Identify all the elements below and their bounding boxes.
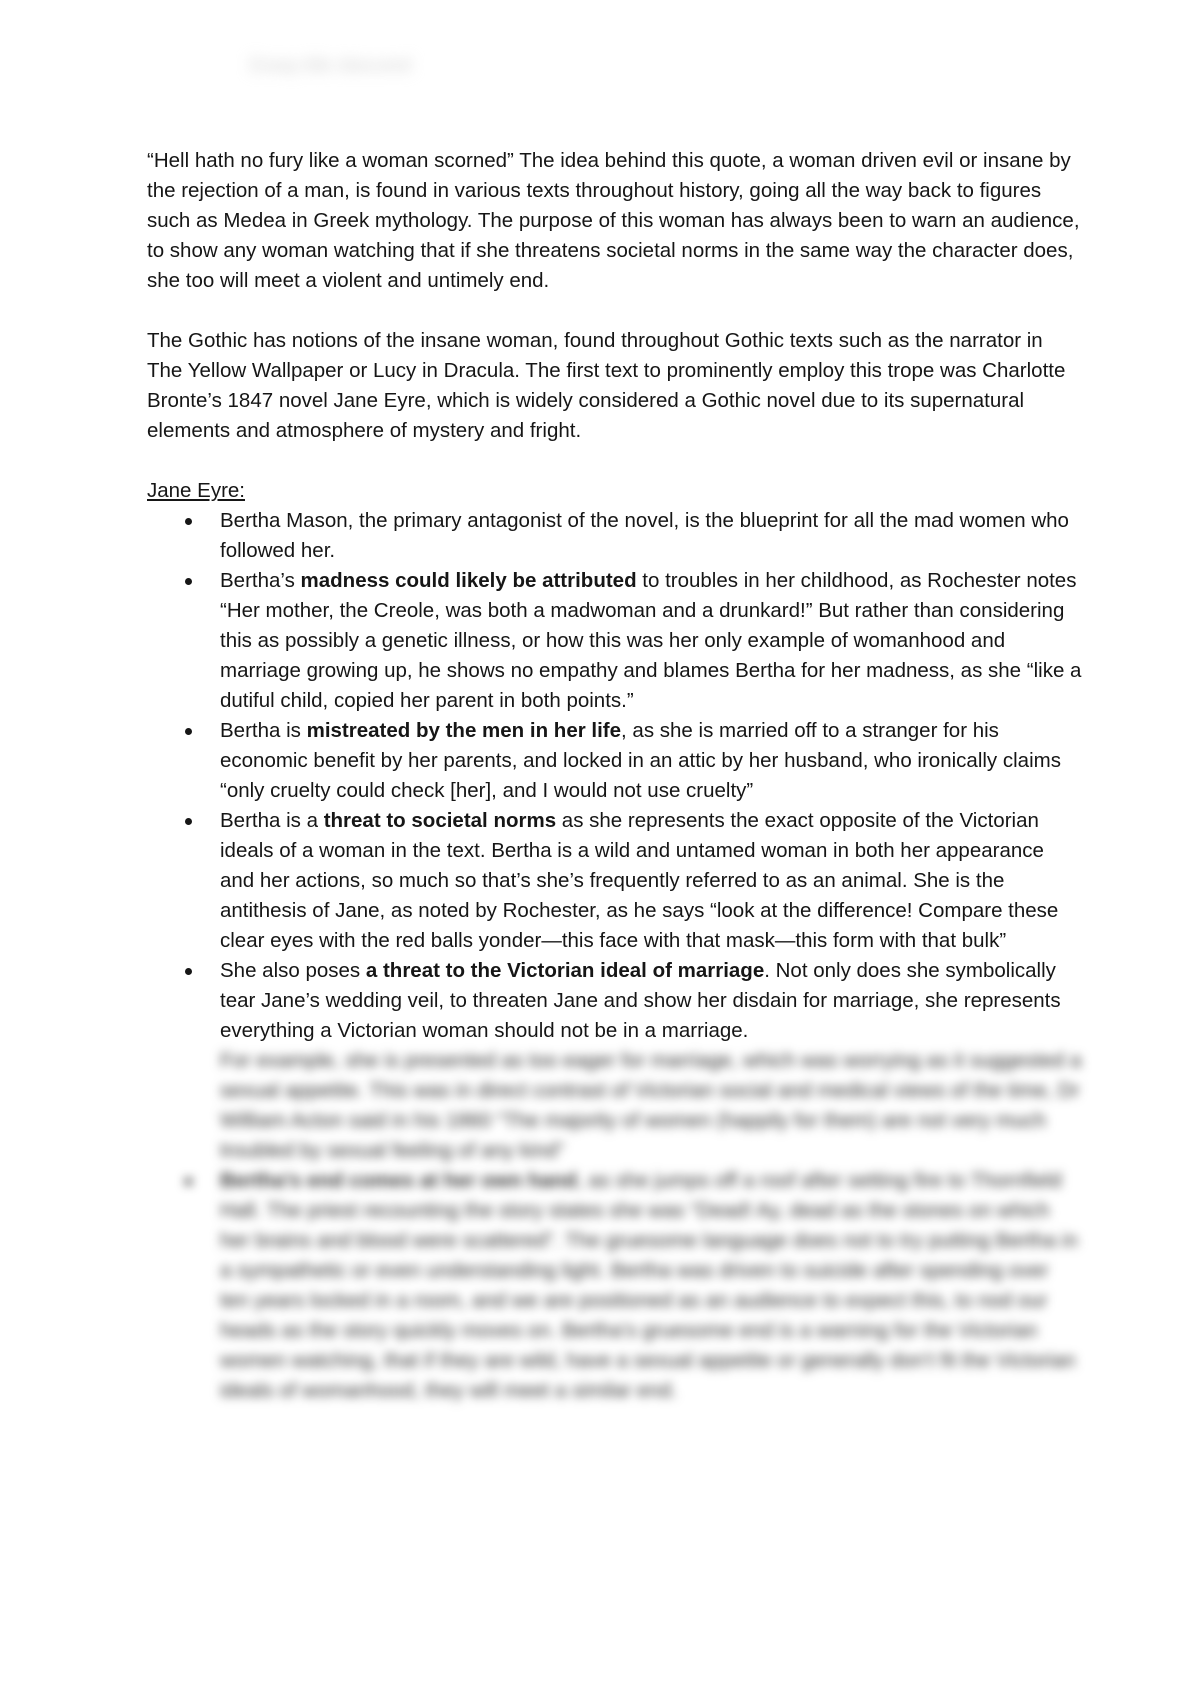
bullet-icon [185, 578, 192, 585]
bullet-text-before: She also poses [220, 959, 366, 982]
bullet-icon [185, 968, 192, 975]
section-heading: Jane Eyre: [147, 479, 245, 502]
bullet-text-before: Bertha’s [220, 569, 301, 592]
blurred-header [250, 55, 950, 95]
bullet-icon [185, 818, 192, 825]
gothic-paragraph: The Gothic has notions of the insane woman, found throughout Gothic texts such as the narrator in The Yellow Wallpaper or Lucy in Dracula. The first text to prominently employ this trope was Charlotte Bronte’s 1847 novel Jane Eyre, which is widely considered a Gothic novel due to its supernatural elements and atmosphere of mystery and fright. [147, 329, 1066, 442]
blurred-continuation: For example, she is presented as too eager for marriage, which was worrying as it suggested a sexual appetite. This was in direct contrast of Victorian social and medical views of the time, Dr William Acton said in his 1860 “The majority of women (happily for them) are not very much troubled by sexual feeling of any kind” [220, 1049, 1082, 1162]
bullet-list [147, 506, 1082, 1406]
bullet-text-after: , as she is married off to a stranger for his economic benefit by her parents, and locked in an attic by her husband, who ironically claims “only cruelty could check [her], and I would not use cruelty” [220, 719, 1061, 802]
blurred-header-text: Essay title obscured [250, 55, 412, 75]
bullet-icon [185, 728, 192, 735]
bullet-text-after: as she represents the exact opposite of the Victorian ideals of a woman in the text. Bertha is a wild and untamed woman in both her appearance and her actions, so much so that’s she’s frequently referred to as an animal. She is the antithesis of Jane, as noted by Rochester, as he says “look at the difference! Compare these clear eyes with the red balls yonder—this face with that mask—this form with that bulk” [220, 809, 1059, 952]
list-item [147, 566, 1082, 716]
bullet-text-bold: a threat to the Victorian ideal of marriage [365, 959, 765, 982]
bullet-text-bold: threat to societal norms [323, 809, 557, 832]
bullet-text-before: Bertha is [220, 719, 307, 742]
list-item [147, 506, 1082, 566]
bullet-text-after: , as she jumps off a roof after setting fire to Thornfield Hall. The priest recounting the story states she was “Dead! Ay, dead as the stones on which her brains and blood were scattered”. The gruesome language does not to try putting Bertha in a sympathetic or even understanding light. Bertha was driven to suicide after spending over ten years locked in a room, and we are positioned as an audience to expect this, to nod our heads as the story quickly moves on. Bertha’s gruesome end is a warning for the Victorian women watching, that if they are wild, have a sexual appetite or generally don’t fit the Victorian ideals of womanhood, they will meet a similar end. [220, 1169, 1078, 1402]
list-item [147, 956, 1082, 1166]
bullet-text-bold: Bertha’s end comes at her own hand [220, 1169, 577, 1192]
intro-paragraph: “Hell hath no fury like a woman scorned” The idea behind this quote, a woman driven evil or insane by the rejection of a man, is found in various texts throughout history, going all the way back to figures such as Medea in Greek mythology. The purpose of this woman has always been to warn an audience, to show any woman watching that if she threatens societal norms in the same way the character does, she too will meet a violent and untimely end. [147, 149, 1080, 292]
document-body [147, 146, 1082, 1406]
blurred-list-item [147, 1166, 1082, 1406]
list-item [147, 716, 1082, 806]
bullet-text-bold: madness could likely be attributed [300, 569, 637, 592]
bullet-text-after: to troubles in her childhood, as Rochester notes “Her mother, the Creole, was both a madwoman and a drunkard!” But rather than considering this as possibly a genetic illness, or how this was her only example of womanhood and marriage growing up, he shows no empathy and blames Bertha for her madness, as she “like a dutiful child, copied her parent in both points.” [220, 569, 1082, 712]
bullet-text-before: Bertha is a [220, 809, 324, 832]
bullet-text-after: . Not only does she symbolically tear Jane’s wedding veil, to threaten Jane and show her disdain for marriage, she represents everything a Victorian woman should not be in a marriage. [220, 959, 1061, 1042]
bullet-icon [185, 1178, 192, 1185]
bullet-text: Bertha Mason, the primary antagonist of the novel, is the blueprint for all the mad women who followed her. [220, 509, 1069, 562]
bullet-text-bold: mistreated by the men in her life [306, 719, 622, 742]
bullet-icon [185, 518, 192, 525]
list-item [147, 806, 1082, 956]
